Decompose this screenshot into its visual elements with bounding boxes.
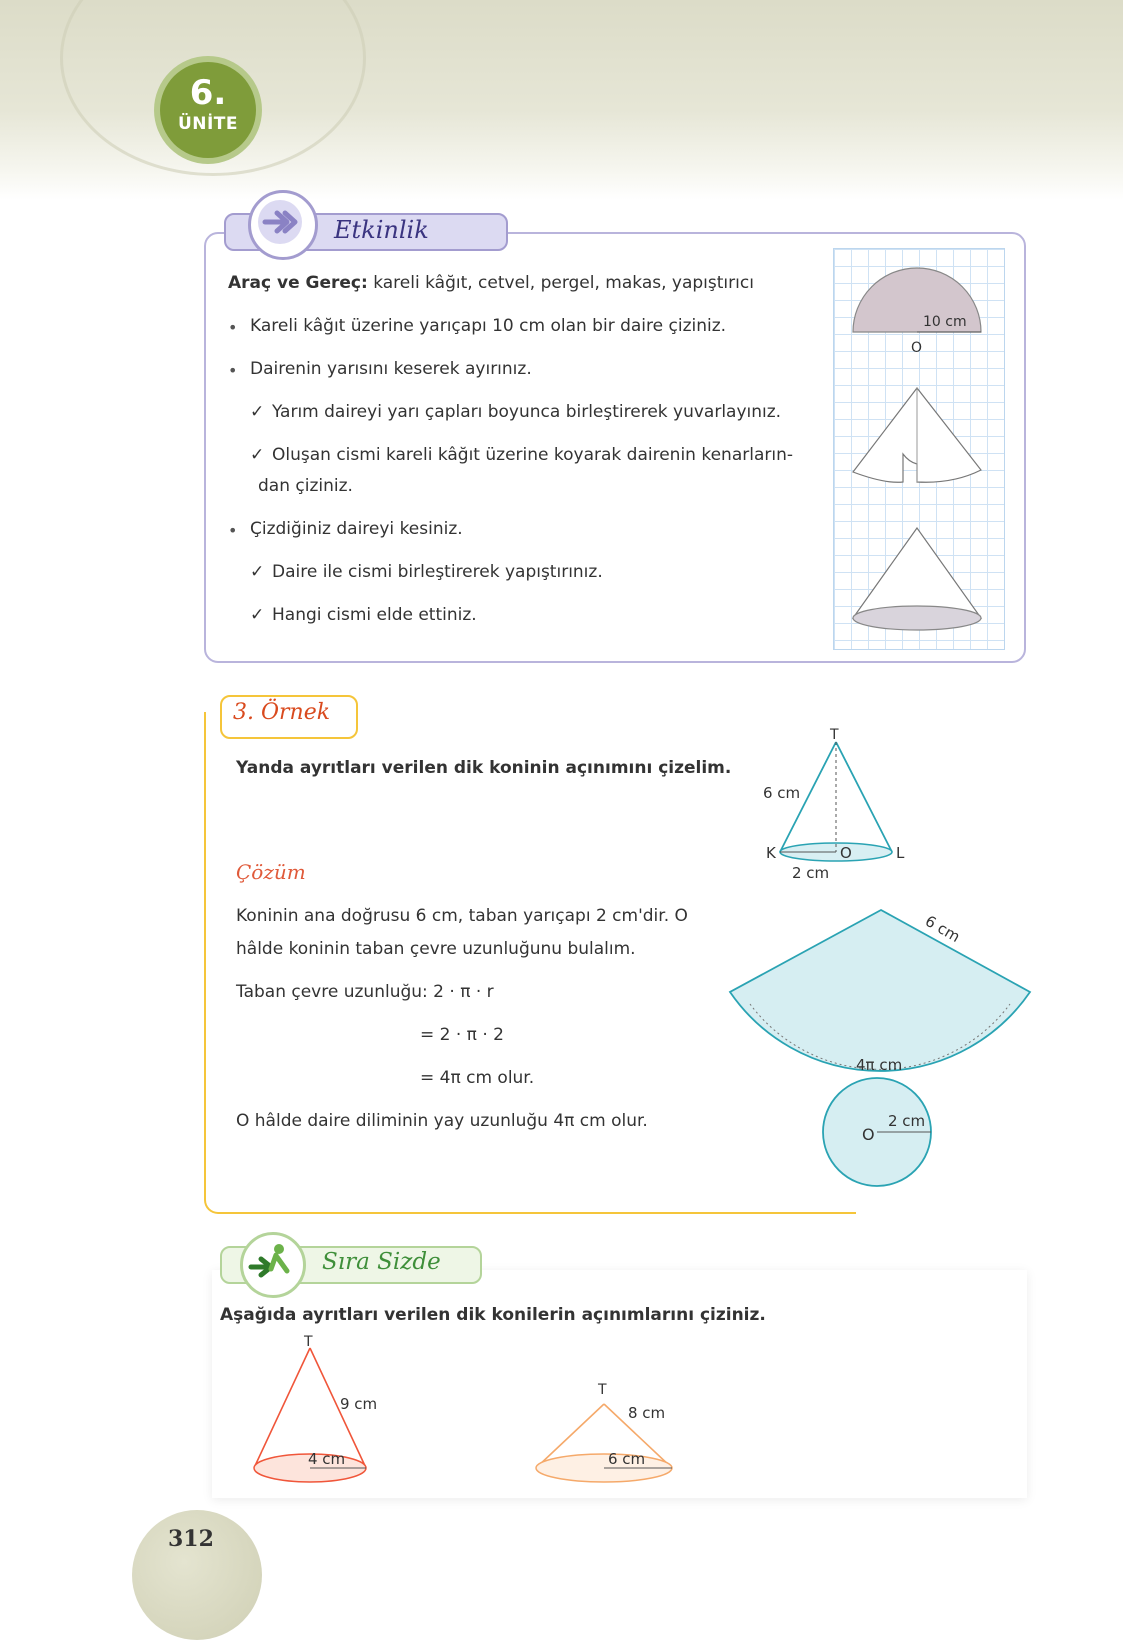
etkinlik-step-2a: Yarım daireyi yarı çapları boyunca birleştirerek yuvarlayınız. (272, 402, 782, 422)
etkinlik-step-1: Kareli kâğıt üzerine yarıçapı 10 cm olan bir daire çiziniz. (250, 316, 727, 336)
cone-slant-label: 6 cm (763, 784, 801, 802)
materials-line (228, 273, 754, 293)
net-radius-label: 2 cm (888, 1112, 926, 1130)
net-arc-label: 4π cm (856, 1056, 903, 1074)
solution-line-4: = 2 · π · 2 (420, 1025, 504, 1045)
bullet-icon: • (228, 361, 238, 380)
page-number: 312 (168, 1526, 214, 1552)
exercise-cone-1 (240, 1334, 390, 1486)
net-center-label: O (862, 1125, 875, 1144)
check-icon: ✓ (250, 402, 265, 422)
etkinlik-step-3a: Daire ile cismi birleştirerek yapıştırınız. (272, 562, 603, 582)
solution-line-6: O hâlde daire diliminin yay uzunluğu 4π cm olur. (236, 1111, 648, 1131)
bullet-icon: • (228, 521, 238, 540)
materials-text: kareli kâğıt, cetvel, pergel, makas, yapıştırıcı (373, 273, 754, 293)
cone1-radius-label: 4 cm (308, 1450, 346, 1468)
sira-sizde-icon-circle (240, 1232, 306, 1298)
cone-center-label: O (840, 844, 852, 862)
ornek-prompt: Yanda ayrıtları verilen dik koninin açınımını çizelim. (236, 758, 732, 778)
ornek-net-figure (728, 900, 1033, 1210)
cone-apex-label: T (830, 728, 839, 743)
final-cone-shape (853, 528, 981, 618)
solution-line-3: Taban çevre uzunluğu: 2 · π · r (236, 982, 494, 1002)
cone2-apex-label: T (598, 1382, 607, 1398)
unit-badge (160, 62, 256, 158)
solution-line-2: hâlde koninin taban çevre uzunluğunu bulalım. (236, 939, 636, 959)
cone-left-label: K (766, 844, 776, 862)
check-icon: ✓ (250, 445, 265, 465)
check-icon: ✓ (250, 562, 265, 582)
arrow-icon (251, 193, 315, 257)
net-slant-label: 6 cm (922, 911, 964, 947)
materials-label: Araç ve Gereç: (228, 273, 368, 293)
unit-number: 6. (189, 73, 227, 113)
etkinlik-title: Etkinlik (334, 216, 429, 244)
center-label: O (911, 340, 923, 356)
cone-radius-label: 2 cm (792, 864, 830, 882)
radius-label: 10 cm (923, 314, 967, 330)
etkinlik-step-3: Çizdiğiniz daireyi kesiniz. (250, 519, 463, 539)
etkinlik-icon-circle (248, 190, 318, 260)
cone2-slant-label: 8 cm (628, 1404, 666, 1422)
etkinlik-step-2: Dairenin yarısını keserek ayırınız. (250, 359, 532, 379)
net-sector (730, 910, 1030, 1071)
etkinlik-step-3b: Hangi cismi elde ettiniz. (272, 605, 477, 625)
cone1-apex-label: T (304, 1334, 313, 1350)
solution-line-1: Koninin ana doğrusu 6 cm, taban yarıçapı 2 cm'dir. O (236, 906, 688, 926)
sira-sizde-prompt: Aşağıda ayrıtları verilen dik konilerin açınımlarını çiziniz. (220, 1305, 766, 1325)
solution-title: Çözüm (236, 860, 306, 884)
bullet-icon: • (228, 318, 238, 337)
ornek-title: 3. Örnek (233, 700, 331, 725)
unit-label: ÜNİTE (177, 114, 239, 134)
solution-line-5: = 4π cm olur. (420, 1068, 535, 1088)
cone2-radius-label: 6 cm (608, 1450, 646, 1468)
etkinlik-figures (833, 248, 1005, 650)
cone1-slant-label: 9 cm (340, 1395, 378, 1413)
exercise-cone-2 (528, 1378, 688, 1488)
ornek-cone-figure (750, 728, 910, 883)
cone-base-ellipse (853, 606, 981, 630)
etkinlik-step-2b-cont: dan çiziniz. (258, 476, 353, 496)
check-icon: ✓ (250, 605, 265, 625)
sira-sizde-title: Sıra Sizde (322, 1249, 441, 1275)
etkinlik-step-2b: Oluşan cismi kareli kâğıt üzerine koyarak dairenin kenarların- (272, 445, 793, 465)
cone-right-label: L (896, 844, 905, 862)
person-arrow-icon (243, 1235, 303, 1295)
